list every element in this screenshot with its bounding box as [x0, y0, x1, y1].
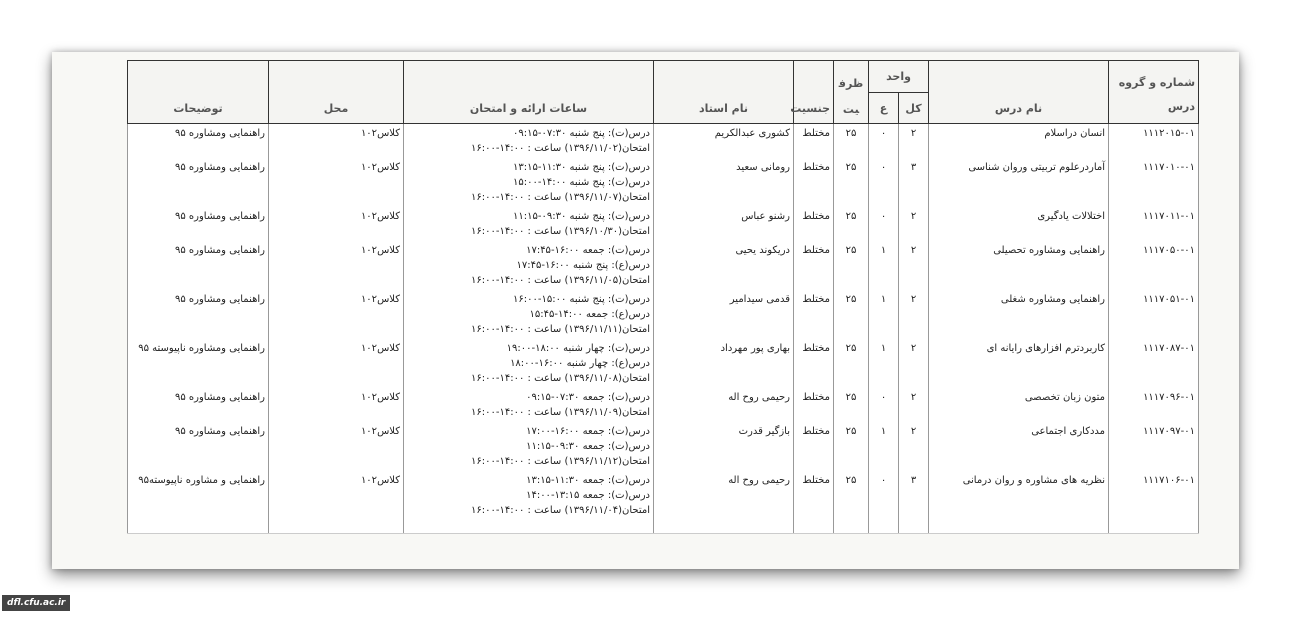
instructor-cell: رحیمی روح اله [654, 471, 794, 533]
course-name-cell: متون زبان تخصصی [929, 388, 1109, 422]
units-practical-cell: ۰ [869, 471, 899, 533]
instructor-cell: بازگیر قدرت [654, 422, 794, 471]
notes-cell: راهنمایی ومشاوره ۹۵ [128, 388, 269, 422]
table-row [128, 207, 1199, 241]
gender-cell: مختلط [794, 207, 834, 241]
schedule-line: درس(ت): پنج شنبه ۱۱:۳۰-۱۳:۱۵ [513, 162, 650, 173]
schedule-line: درس(ع): جمعه ۱۴:۰۰-۱۵:۴۵ [529, 309, 650, 320]
notes-cell: راهنمایی ومشاوره ۹۵ [128, 422, 269, 471]
gender-cell: مختلط [794, 158, 834, 207]
header-gender: جنسیت [794, 61, 834, 124]
location-cell: کلاس۱۰۲ [269, 388, 404, 422]
capacity-cell: ۲۵ [834, 124, 869, 159]
course-code-cell: ۱۱۱۷۰۹۶-۰۱ [1109, 388, 1199, 422]
capacity-cell: ۲۵ [834, 241, 869, 290]
header-schedule: ساعات ارائه و امتحان [404, 61, 654, 124]
course-name-cell: انسان دراسلام [929, 124, 1109, 159]
course-name-cell: راهنمایی ومشاوره تحصیلی [929, 241, 1109, 290]
schedule-cell [404, 241, 654, 290]
schedule-cell [404, 471, 654, 533]
gender-cell: مختلط [794, 339, 834, 388]
units-practical-cell: ۱ [869, 339, 899, 388]
schedule-line: امتحان(۱۳۹۶/۱۱/۰۸) ساعت : ۱۴:۰۰-۱۶:۰۰ [471, 373, 650, 384]
units-total-cell: ۲ [899, 207, 929, 241]
course-name-cell: راهنمایی ومشاوره شغلی [929, 290, 1109, 339]
course-code-cell: ۱۱۱۷۰۱۱-۰۱ [1109, 207, 1199, 241]
schedule-line: امتحان(۱۳۹۶/۱۱/۰۲) ساعت : ۱۴:۰۰-۱۶:۰۰ [471, 143, 650, 154]
course-name-cell: کاربردترم افزارهای رایانه ای [929, 339, 1109, 388]
gender-cell: مختلط [794, 422, 834, 471]
instructor-cell: بهاری پور مهرداد [654, 339, 794, 388]
schedule-line: درس(ت): جمعه ۱۶:۰۰-۱۷:۴۵ [526, 245, 650, 256]
units-total-cell: ۳ [899, 158, 929, 207]
header-course-code: شماره و گروه درس [1109, 61, 1199, 124]
gender-cell: مختلط [794, 471, 834, 533]
table-row [128, 422, 1199, 471]
schedule-cell [404, 124, 654, 159]
course-name-cell: آماردرعلوم تربیتی وروان شناسی [929, 158, 1109, 207]
notes-cell: راهنمایی ومشاوره ناپیوسته ۹۵ [128, 339, 269, 388]
schedule-line: امتحان(۱۳۹۶/۱۱/۱۲) ساعت : ۱۴:۰۰-۱۶:۰۰ [471, 456, 650, 467]
table-row [128, 241, 1199, 290]
course-code-cell: ۱۱۱۷۰۹۷-۰۱ [1109, 422, 1199, 471]
units-total-cell: ۲ [899, 388, 929, 422]
notes-cell: راهنمایی ومشاوره ۹۵ [128, 290, 269, 339]
instructor-cell: کشوری عبدالکریم [654, 124, 794, 159]
table-row [128, 471, 1199, 533]
table-row [128, 388, 1199, 422]
units-total-cell: ۲ [899, 241, 929, 290]
schedule-line: درس(ت): جمعه ۱۶:۰۰-۱۷:۰۰ [526, 426, 650, 437]
location-cell: کلاس۱۰۲ [269, 422, 404, 471]
schedule-cell [404, 290, 654, 339]
schedule-line: درس(ت): جمعه ۱۱:۳۰-۱۳:۱۵ [526, 475, 650, 486]
units-practical-cell: ۰ [869, 207, 899, 241]
header-units: واحد [869, 61, 929, 93]
gender-cell: مختلط [794, 241, 834, 290]
schedule-line: امتحان(۱۳۹۶/۱۱/۰۹) ساعت : ۱۴:۰۰-۱۶:۰۰ [471, 407, 650, 418]
units-total-cell: ۲ [899, 124, 929, 159]
schedule-line: امتحان(۱۳۹۶/۱۱/۱۱) ساعت : ۱۴:۰۰-۱۶:۰۰ [471, 324, 650, 335]
course-schedule-table [127, 60, 1199, 534]
course-code-cell: ۱۱۱۲۰۱۵-۰۱ [1109, 124, 1199, 159]
course-code-cell: ۱۱۱۷۱۰۶-۰۱ [1109, 471, 1199, 533]
schedule-line: امتحان(۱۳۹۶/۱۱/۰۵) ساعت : ۱۴:۰۰-۱۶:۰۰ [471, 275, 650, 286]
header-notes: توضیحات [128, 61, 269, 124]
units-practical-cell: ۰ [869, 158, 899, 207]
schedule-line: درس(ت): جمعه ۰۹:۳۰-۱۱:۱۵ [526, 441, 650, 452]
location-cell: کلاس۱۰۲ [269, 471, 404, 533]
capacity-cell: ۲۵ [834, 207, 869, 241]
instructor-cell: دریکوند یحیی [654, 241, 794, 290]
table-row [128, 124, 1199, 159]
location-cell: کلاس۱۰۲ [269, 124, 404, 159]
table-row [128, 290, 1199, 339]
schedule-line: امتحان(۱۳۹۶/۱۱/۰۴) ساعت : ۱۴:۰۰-۱۶:۰۰ [471, 505, 650, 516]
course-name-cell: نظریه های مشاوره و روان درمانی [929, 471, 1109, 533]
schedule-line: درس(ت): پنج شنبه ۰۹:۳۰-۱۱:۱۵ [513, 211, 650, 222]
course-code-cell: ۱۱۱۷۰۵۰-۰۱ [1109, 241, 1199, 290]
capacity-cell: ۲۵ [834, 388, 869, 422]
schedule-cell [404, 339, 654, 388]
course-name-cell: مددکاری اجتماعی [929, 422, 1109, 471]
table-row [128, 339, 1199, 388]
location-cell: کلاس۱۰۲ [269, 339, 404, 388]
gender-cell: مختلط [794, 388, 834, 422]
units-practical-cell: ۰ [869, 388, 899, 422]
units-practical-cell: ۱ [869, 290, 899, 339]
instructor-cell: رومانی سعید [654, 158, 794, 207]
capacity-cell: ۲۵ [834, 422, 869, 471]
schedule-cell [404, 388, 654, 422]
location-cell: کلاس۱۰۲ [269, 207, 404, 241]
table-row [128, 158, 1199, 207]
schedule-line: درس(ت): پنج شنبه ۰۷:۳۰-۰۹:۱۵ [513, 128, 650, 139]
schedule-line: درس(ع): چهار شنبه ۱۶:۰۰-۱۸:۰۰ [510, 358, 650, 369]
header-location: محل [269, 61, 404, 124]
header-units-practical: ع [869, 93, 899, 124]
site-watermark: dfl.cfu.ac.ir [2, 595, 70, 611]
units-practical-cell: ۱ [869, 422, 899, 471]
course-code-cell: ۱۱۱۷۰۸۷-۰۱ [1109, 339, 1199, 388]
schedule-cell [404, 422, 654, 471]
notes-cell: راهنمایی ومشاوره ۹۵ [128, 158, 269, 207]
schedule-cell [404, 207, 654, 241]
units-total-cell: ۲ [899, 339, 929, 388]
notes-cell: راهنمایی ومشاوره ۹۵ [128, 124, 269, 159]
header-capacity: ظرفیت [834, 61, 869, 124]
gender-cell: مختلط [794, 124, 834, 159]
units-total-cell: ۲ [899, 290, 929, 339]
schedule-line: درس(ت): جمعه ۰۷:۳۰-۰۹:۱۵ [526, 392, 650, 403]
notes-cell: راهنمایی ومشاوره ۹۵ [128, 207, 269, 241]
units-practical-cell: ۰ [869, 124, 899, 159]
notes-cell: راهنمایی و مشاوره ناپیوسته۹۵ [128, 471, 269, 533]
units-total-cell: ۳ [899, 471, 929, 533]
schedule-line: درس(ت): پنج شنبه ۱۵:۰۰-۱۶:۰۰ [513, 294, 650, 305]
location-cell: کلاس۱۰۲ [269, 241, 404, 290]
header-units-total: کل [899, 93, 929, 124]
instructor-cell: رحیمی روح اله [654, 388, 794, 422]
schedule-cell [404, 158, 654, 207]
location-cell: کلاس۱۰۲ [269, 158, 404, 207]
schedule-line: درس(ت): پنج شنبه ۱۴:۰۰-۱۵:۰۰ [513, 177, 650, 188]
units-practical-cell: ۱ [869, 241, 899, 290]
gender-cell: مختلط [794, 290, 834, 339]
location-cell: کلاس۱۰۲ [269, 290, 404, 339]
capacity-cell: ۲۵ [834, 158, 869, 207]
schedule-line: درس(ت): جمعه ۱۳:۱۵-۱۴:۰۰ [526, 490, 650, 501]
notes-cell: راهنمایی ومشاوره ۹۵ [128, 241, 269, 290]
header-course-name: نام درس [929, 61, 1109, 124]
schedule-line: درس(ت): چهار شنبه ۱۸:۰۰-۱۹:۰۰ [506, 343, 650, 354]
capacity-cell: ۲۵ [834, 471, 869, 533]
capacity-cell: ۲۵ [834, 290, 869, 339]
schedule-line: امتحان(۱۳۹۶/۱۱/۰۷) ساعت : ۱۴:۰۰-۱۶:۰۰ [471, 192, 650, 203]
capacity-cell: ۲۵ [834, 339, 869, 388]
course-code-cell: ۱۱۱۷۰۵۱-۰۱ [1109, 290, 1199, 339]
instructor-cell: رشنو عباس [654, 207, 794, 241]
course-code-cell: ۱۱۱۷۰۱۰-۰۱ [1109, 158, 1199, 207]
header-instructor: نام استاد [654, 61, 794, 124]
instructor-cell: قدمی سیدامیر [654, 290, 794, 339]
schedule-line: امتحان(۱۳۹۶/۱۰/۳۰) ساعت : ۱۴:۰۰-۱۶:۰۰ [471, 226, 650, 237]
schedule-line: درس(ع): پنج شنبه ۱۶:۰۰-۱۷:۴۵ [516, 260, 650, 271]
units-total-cell: ۲ [899, 422, 929, 471]
course-name-cell: اختلالات یادگیری [929, 207, 1109, 241]
